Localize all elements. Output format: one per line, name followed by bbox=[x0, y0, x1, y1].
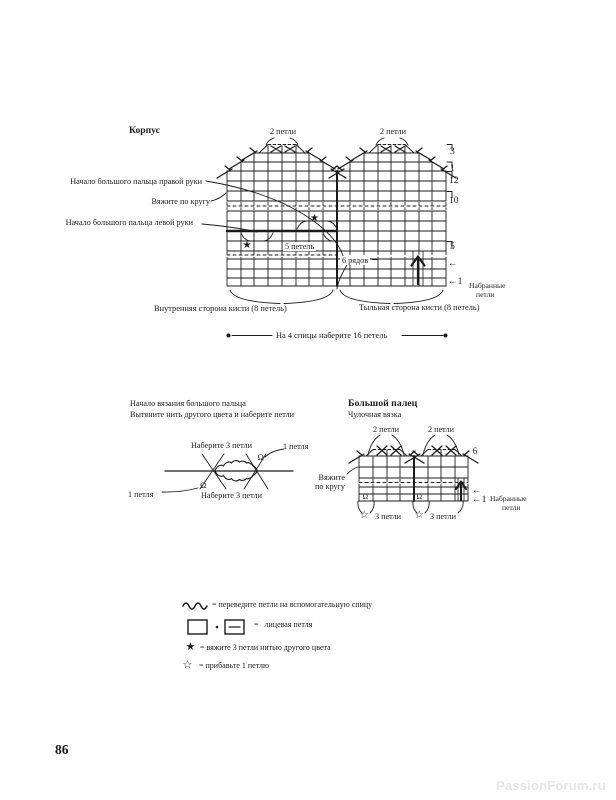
caston-arrow-icon: ←1 bbox=[448, 276, 463, 287]
empty-box-icon bbox=[188, 620, 207, 634]
row-number-1: 1 bbox=[450, 163, 455, 174]
legend-item-knit-text: = лицевая петля bbox=[254, 620, 313, 629]
thumb-caston-stitches-label-1: Набранные bbox=[490, 493, 527, 503]
contrast-yarn-star-left: ★ bbox=[242, 239, 252, 251]
thumb-chart-title: Большой палец bbox=[348, 398, 418, 409]
row-number-3: 3 bbox=[450, 146, 455, 157]
row-number-10: 10 bbox=[449, 195, 459, 206]
legend-filled-star-icon: ★ bbox=[185, 640, 196, 653]
legend-item-wavy-text: = переведите петли на вспомогательную спицу bbox=[212, 600, 373, 609]
separator-dot bbox=[216, 626, 219, 629]
six-rows-label: 6 рядов bbox=[342, 255, 369, 265]
thumb-knit-round-label-2: по кругу bbox=[314, 482, 345, 491]
main-peak-label-right: 2 петли bbox=[380, 126, 406, 136]
legend-item-increase-text: = прибавьте 1 петлю bbox=[199, 661, 269, 670]
thumb-start-heading-1: Начало вязания большого пальца bbox=[130, 399, 246, 408]
thumb-chart-subtitle: Чулочная вязка bbox=[348, 410, 402, 419]
thumb-loop-icon-left: Ω bbox=[362, 491, 369, 501]
back-hand-side-label: Тыльная сторона кисти (8 петель) bbox=[359, 302, 480, 312]
thumb-castoff-arrow-icon: ← bbox=[472, 485, 482, 496]
pickup-3-top-label: Наберите 3 петли bbox=[191, 440, 252, 450]
caston-stitches-label-1: Набранные bbox=[469, 280, 506, 290]
main-chart-title: Корпус bbox=[129, 125, 160, 136]
left-thumb-start-label: Начало большого пальца левой руки bbox=[65, 217, 193, 227]
thumb-start-heading-2: Вытяните нить другого цвета и наберите петли bbox=[130, 409, 295, 419]
watermark: PassionForum.ru bbox=[496, 778, 606, 793]
wavy-line-icon bbox=[183, 603, 207, 609]
main-chart-leaders bbox=[202, 138, 408, 289]
castoff-arrow-icon: ← bbox=[448, 258, 458, 269]
pickup-3-bottom-label: Наберите 3 петли bbox=[201, 491, 262, 500]
increase-star-icon-right: ☆ bbox=[414, 509, 424, 521]
main-chart-caston-arrow bbox=[412, 251, 425, 286]
knit-in-round-label: Вяжите по кругу bbox=[151, 197, 210, 206]
thumb-knit-round-label-1: Вяжите bbox=[318, 472, 345, 482]
main-peak-label-left: 2 петли bbox=[270, 126, 296, 136]
three-stitches-label-left: 3 петли bbox=[375, 511, 401, 521]
thumb-row-number-6: 6 bbox=[472, 446, 478, 457]
thumb-caston-arrow-icon: ←1 bbox=[472, 493, 487, 505]
thumb-pickup-diagram bbox=[162, 449, 293, 492]
three-stitches-label-right: 3 петли bbox=[430, 511, 456, 521]
thumb-caston-stitches-label-2: петли bbox=[502, 502, 521, 512]
five-stitches-label: 5 петель bbox=[285, 241, 315, 251]
caston-needles-label: На 4 спицы наберите 16 петель bbox=[276, 330, 388, 340]
legend-item-contrast-text: = вяжите 3 петли нитью другого цвета bbox=[200, 643, 331, 652]
page-number: 86 bbox=[55, 742, 69, 757]
thumb-loop-icon-right: Ω bbox=[416, 491, 423, 501]
stitch-loop-icon-top: Ω bbox=[257, 452, 264, 462]
stitch-loop-icon-bottom: Ω bbox=[200, 479, 207, 490]
thumb-peak-label-left: 2 петли bbox=[373, 425, 399, 434]
increase-star-icon-left: ☆ bbox=[359, 509, 369, 521]
legend-open-star-icon: ☆ bbox=[182, 658, 193, 671]
thumb-chart-caston-arrow bbox=[456, 478, 466, 501]
caston-stitches-label-2: петли bbox=[476, 289, 495, 299]
contrast-yarn-star-right: ★ bbox=[310, 213, 319, 224]
row-number-12: 12 bbox=[449, 175, 459, 186]
one-stitch-top-label: 1 петля bbox=[283, 441, 309, 451]
thumb-peak-label-right: 2 петли bbox=[428, 425, 454, 434]
row-number-5: 5 bbox=[450, 241, 455, 252]
inner-hand-side-label: Внутренняя сторона кисти (8 петель) bbox=[154, 303, 287, 313]
right-thumb-start-label: Начало большого пальца правой руки bbox=[70, 177, 202, 186]
one-stitch-bottom-label: 1 петля bbox=[128, 490, 154, 499]
